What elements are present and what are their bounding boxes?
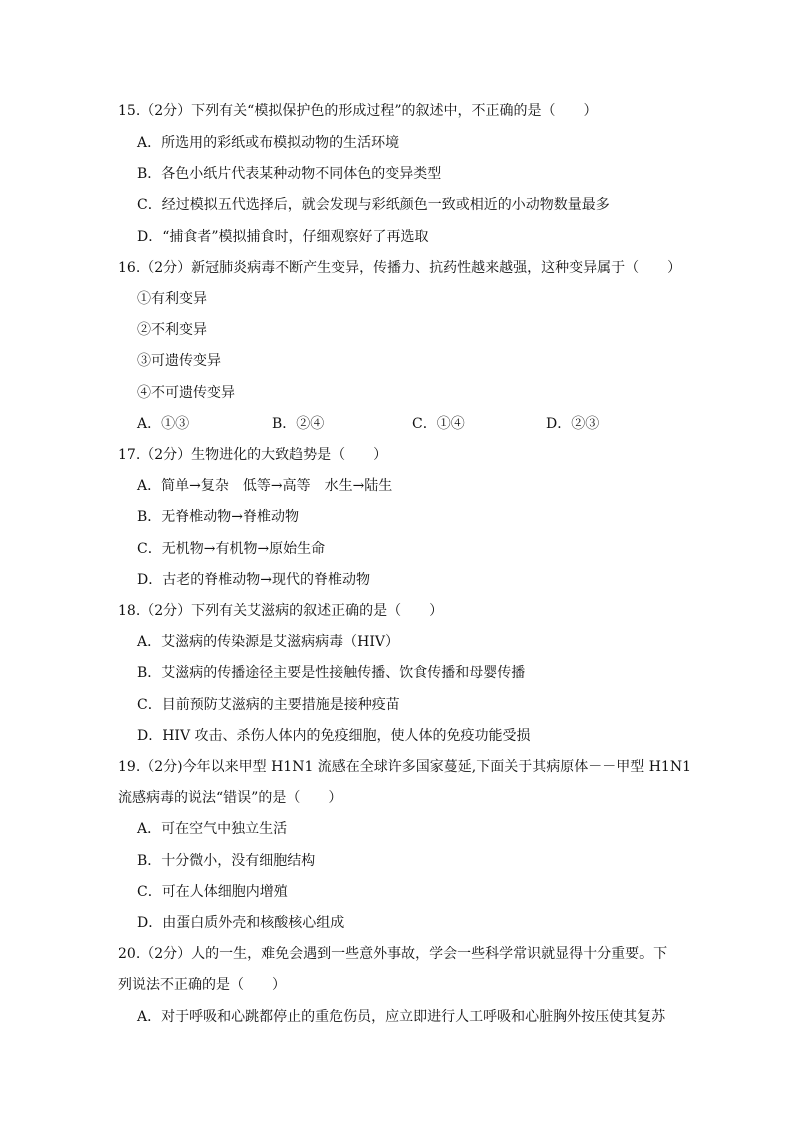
question-15-stem: 15.（2分）下列有关“模拟保护色的形成过程”的叙述中，不正确的是（ ） bbox=[118, 103, 598, 119]
question-19-option-d: D．由蛋白质外壳和核酸核心组成 bbox=[137, 915, 345, 931]
question-17-stem: 17.（2分）生物进化的大致趋势是（ ） bbox=[118, 447, 388, 463]
question-16-option-d: D．②③ bbox=[546, 416, 600, 432]
question-18-option-b: B．艾滋病的传播途径主要是性接触传播、饮食传播和母婴传播 bbox=[137, 665, 526, 681]
question-15-option-d: D．“捕食者”模拟捕食时，仔细观察好了再选取 bbox=[137, 229, 429, 245]
question-18-option-a: A．艾滋病的传染源是艾滋病病毒（HIV） bbox=[137, 634, 399, 650]
question-19-stem-continued: 流感病毒的说法“错误”的是（ ） bbox=[118, 790, 343, 806]
question-20-option-a: A．对于呼吸和心跳都停止的重危伤员，应立即进行人工呼吸和心脏胸外按压使其复苏 bbox=[137, 1009, 666, 1025]
question-15-option-a: A．所选用的彩纸或布模拟动物的生活环境 bbox=[137, 135, 400, 151]
question-19-option-a: A．可在空气中独立生活 bbox=[137, 821, 288, 837]
question-15-option-c: C．经过模拟五代选择后，就会发现与彩纸颜色一致或相近的小动物数量最多 bbox=[137, 197, 610, 213]
question-16-item-2: ②不利变异 bbox=[137, 322, 207, 338]
question-17-option-d: D．古老的脊椎动物→现代的脊椎动物 bbox=[137, 572, 370, 588]
question-18-option-d: D．HIV 攻击、杀伤人体内的免疫细胞，使人体的免疫功能受损 bbox=[137, 728, 531, 744]
question-16-item-1: ①有利变异 bbox=[137, 291, 207, 307]
question-15-option-b: B．各色小纸片代表某种动物不同体色的变异类型 bbox=[137, 166, 442, 182]
question-16-stem: 16.（2分）新冠肺炎病毒不断产生变异，传播力、抗药性越来越强，这种变异属于（ ） bbox=[118, 260, 682, 276]
question-19-stem: 19.（2分)今年以来甲型 H1N1 流感在全球许多国家蔓延,下面关于其病原体－－甲型 H1N1 bbox=[118, 759, 691, 775]
question-18-stem: 18.（2分）下列有关艾滋病的叙述正确的是（ ） bbox=[118, 603, 444, 619]
question-16-item-3: ③可遗传变异 bbox=[137, 353, 221, 369]
question-18-option-c: C．目前预防艾滋病的主要措施是接种疫苗 bbox=[137, 697, 400, 713]
question-16-option-b: B．②④ bbox=[272, 416, 325, 432]
question-17-option-c: C．无机物→有机物→原始生命 bbox=[137, 541, 326, 557]
question-20-stem: 20.（2分）人的一生，难免会遇到一些意外事故，学会一些科学常识就显得十分重要。下 bbox=[118, 946, 668, 962]
question-16-item-4: ④不可遗传变异 bbox=[137, 385, 235, 401]
question-17-option-b: B．无脊椎动物→脊椎动物 bbox=[137, 509, 300, 525]
question-17-option-a: A．简单→复杂 低等→高等 水生→陆生 bbox=[137, 478, 393, 494]
question-16-option-c: C．①④ bbox=[412, 416, 465, 432]
question-16-option-a: A．①③ bbox=[137, 416, 190, 432]
question-19-option-b: B．十分微小，没有细胞结构 bbox=[137, 853, 316, 869]
question-20-stem-continued: 列说法不正确的是（ ） bbox=[118, 977, 286, 993]
question-19-option-c: C．可在人体细胞内增殖 bbox=[137, 884, 288, 900]
